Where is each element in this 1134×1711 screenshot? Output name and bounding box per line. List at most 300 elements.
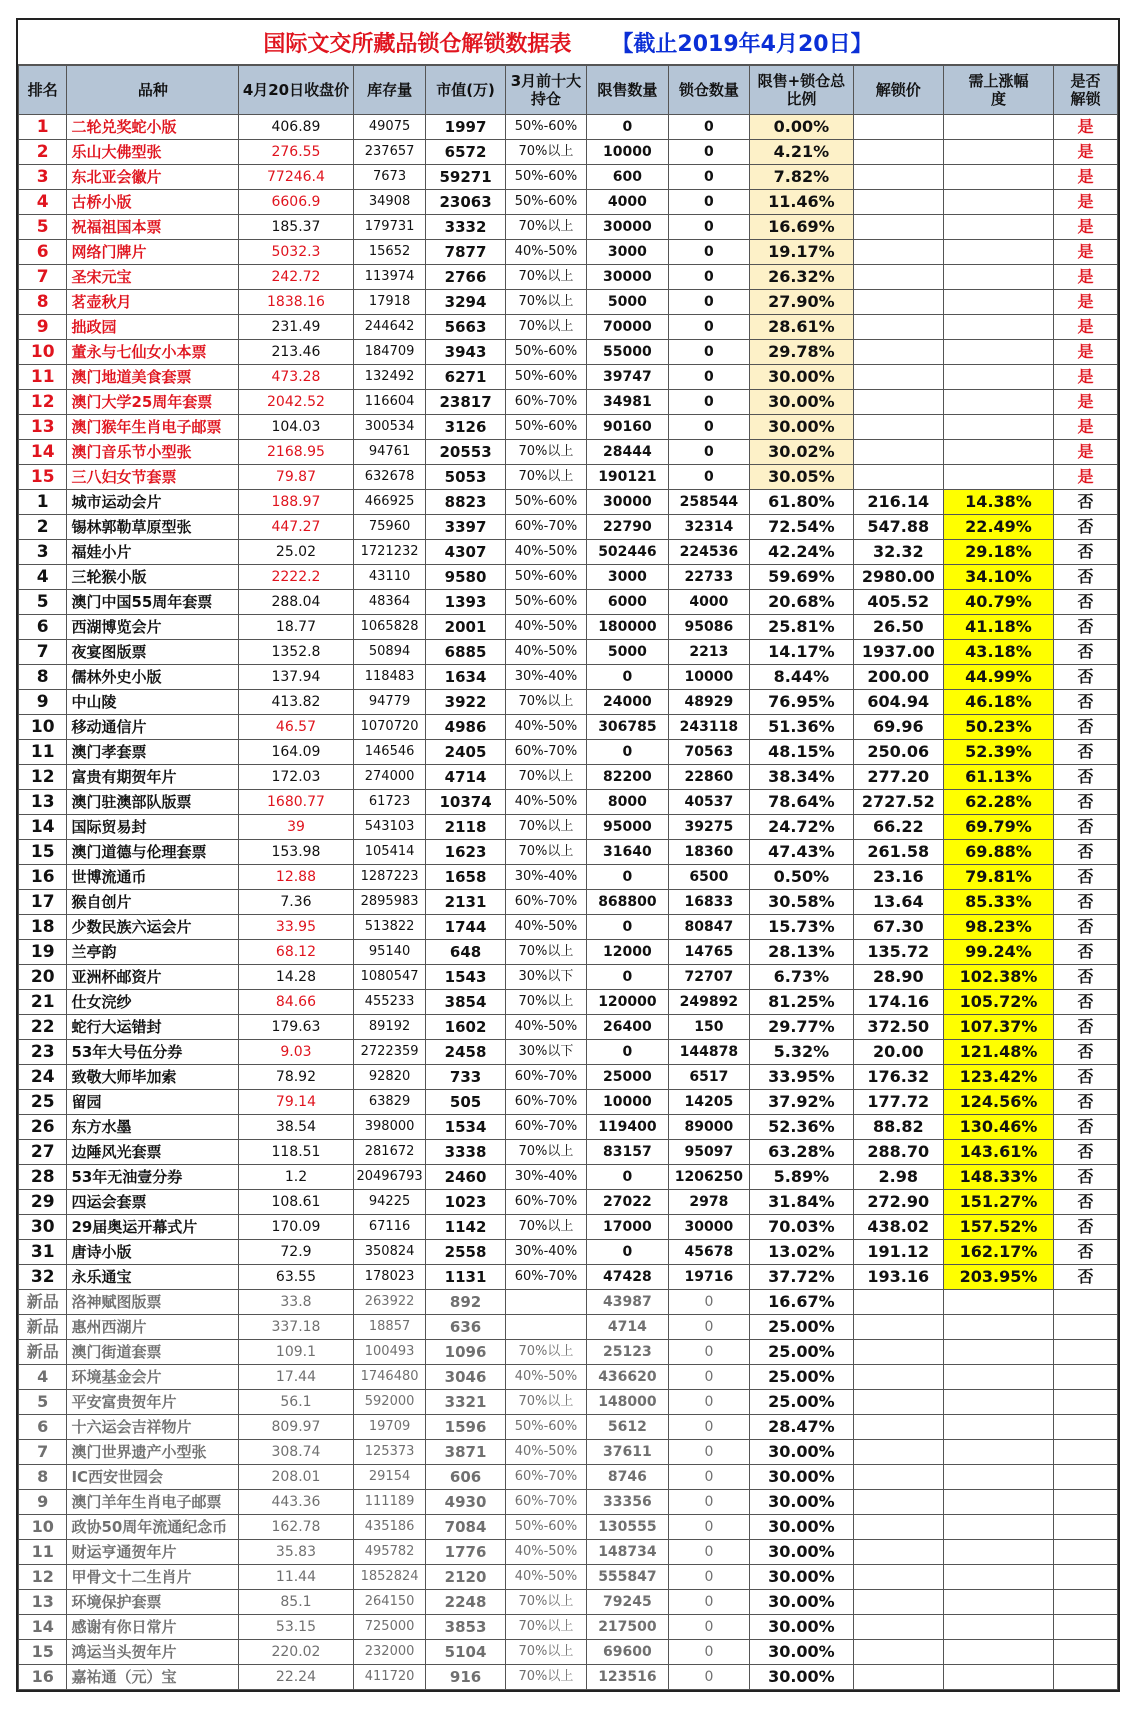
rise-cell: 98.23%: [943, 915, 1053, 940]
rank-cell: 新品: [19, 1290, 67, 1315]
position-cell: 50%-60%: [505, 165, 586, 190]
price-cell: 11.44: [239, 1565, 354, 1590]
lock-qty-cell: 6500: [668, 865, 749, 890]
position-cell: 40%-50%: [505, 615, 586, 640]
stock-cell: 100493: [353, 1340, 426, 1365]
unlocked-cell: [1054, 1465, 1118, 1490]
market-cap-cell: 7877: [426, 240, 505, 265]
rise-cell: 148.33%: [943, 1165, 1053, 1190]
limit-qty-cell: 30000: [587, 265, 668, 290]
rank-cell: 27: [19, 1140, 67, 1165]
price-cell: 38.54: [239, 1115, 354, 1140]
unlock-price-cell: 604.94: [853, 690, 943, 715]
unlocked-cell: 否: [1054, 490, 1118, 515]
name-cell: 澳门街道套票: [67, 1340, 239, 1365]
ratio-cell: 48.15%: [750, 740, 854, 765]
unlocked-cell: 否: [1054, 740, 1118, 765]
rank-cell: 6: [19, 1415, 67, 1440]
position-cell: 60%-70%: [505, 1065, 586, 1090]
unlocked-cell: 否: [1054, 715, 1118, 740]
lock-qty-cell: 0: [668, 1390, 749, 1415]
name-cell: 澳门地道美食套票: [67, 365, 239, 390]
name-cell: 城市运动会片: [67, 490, 239, 515]
limit-qty-cell: 22790: [587, 515, 668, 540]
limit-qty-cell: 4714: [587, 1315, 668, 1340]
unlock-price-cell: [853, 165, 943, 190]
limit-qty-cell: 26400: [587, 1015, 668, 1040]
name-cell: 澳门孝套票: [67, 740, 239, 765]
position-cell: 60%-70%: [505, 1490, 586, 1515]
unlocked-cell: 是: [1054, 215, 1118, 240]
ratio-cell: 76.95%: [750, 690, 854, 715]
rank-cell: 22: [19, 1015, 67, 1040]
position-cell: 60%-70%: [505, 515, 586, 540]
name-cell: 西湖博览会片: [67, 615, 239, 640]
market-cap-cell: 2458: [426, 1040, 505, 1065]
name-cell: 世博流通币: [67, 865, 239, 890]
lock-qty-cell: 32314: [668, 515, 749, 540]
rise-cell: 123.42%: [943, 1065, 1053, 1090]
lock-qty-cell: 0: [668, 165, 749, 190]
lock-qty-cell: 80847: [668, 915, 749, 940]
ratio-cell: 6.73%: [750, 965, 854, 990]
rise-cell: [943, 1365, 1053, 1390]
rise-cell: [943, 1290, 1053, 1315]
unlocked-cell: 是: [1054, 265, 1118, 290]
market-cap-cell: 5663: [426, 315, 505, 340]
limit-qty-cell: 17000: [587, 1215, 668, 1240]
rise-cell: [943, 390, 1053, 415]
rank-cell: 12: [19, 1565, 67, 1590]
position-cell: 60%-70%: [505, 1090, 586, 1115]
ratio-cell: 14.17%: [750, 640, 854, 665]
ratio-cell: 37.72%: [750, 1265, 854, 1290]
price-cell: 447.27: [239, 515, 354, 540]
position-cell: 30%-40%: [505, 665, 586, 690]
rank-cell: 14: [19, 815, 67, 840]
rank-cell: 9: [19, 315, 67, 340]
ratio-cell: 28.47%: [750, 1415, 854, 1440]
lock-qty-cell: 30000: [668, 1215, 749, 1240]
ratio-cell: 61.80%: [750, 490, 854, 515]
unlock-price-cell: [853, 1340, 943, 1365]
price-cell: 14.28: [239, 965, 354, 990]
ratio-cell: 28.13%: [750, 940, 854, 965]
market-cap-cell: 2001: [426, 615, 505, 640]
price-cell: 1352.8: [239, 640, 354, 665]
rank-cell: 15: [19, 1640, 67, 1665]
market-cap-cell: 916: [426, 1665, 505, 1690]
name-cell: 政协50周年流通纪念币: [67, 1515, 239, 1540]
lock-qty-cell: 0: [668, 415, 749, 440]
limit-qty-cell: 0: [587, 965, 668, 990]
market-cap-cell: 2405: [426, 740, 505, 765]
position-cell: 70%以上: [505, 690, 586, 715]
position-cell: 70%以上: [505, 1665, 586, 1690]
market-cap-cell: 59271: [426, 165, 505, 190]
table-row: [19, 1165, 1118, 1190]
name-cell: 环境基金会片: [67, 1365, 239, 1390]
table-row: [19, 965, 1118, 990]
unlock-price-cell: 20.00: [853, 1040, 943, 1065]
position-cell: 60%-70%: [505, 1465, 586, 1490]
position-cell: 30%-40%: [505, 1165, 586, 1190]
unlock-price-cell: 277.20: [853, 765, 943, 790]
rise-cell: [943, 1590, 1053, 1615]
lock-qty-cell: 0: [668, 240, 749, 265]
lock-qty-cell: 144878: [668, 1040, 749, 1065]
limit-qty-cell: 600: [587, 165, 668, 190]
rise-cell: 62.28%: [943, 790, 1053, 815]
price-cell: 25.02: [239, 540, 354, 565]
rise-cell: [943, 190, 1053, 215]
market-cap-cell: 1776: [426, 1540, 505, 1565]
table-row: [19, 140, 1118, 165]
unlocked-cell: 否: [1054, 515, 1118, 540]
unlocked-cell: 是: [1054, 315, 1118, 340]
rise-cell: [943, 140, 1053, 165]
limit-qty-cell: 10000: [587, 140, 668, 165]
lock-qty-cell: 243118: [668, 715, 749, 740]
lock-qty-cell: 89000: [668, 1115, 749, 1140]
price-cell: 35.83: [239, 1540, 354, 1565]
ratio-cell: 5.32%: [750, 1040, 854, 1065]
rise-cell: [943, 340, 1053, 365]
market-cap-cell: 2460: [426, 1165, 505, 1190]
lock-qty-cell: 0: [668, 440, 749, 465]
unlocked-cell: [1054, 1365, 1118, 1390]
lock-qty-cell: 14205: [668, 1090, 749, 1115]
rank-cell: 12: [19, 390, 67, 415]
unlocked-cell: 否: [1054, 915, 1118, 940]
name-cell: 锡林郭勒草原型张: [67, 515, 239, 540]
unlock-data-table: [18, 65, 1118, 1690]
unlock-price-cell: [853, 1490, 943, 1515]
unlock-price-cell: [853, 1465, 943, 1490]
limit-qty-cell: 3000: [587, 240, 668, 265]
limit-qty-cell: 8746: [587, 1465, 668, 1490]
lock-qty-cell: 0: [668, 465, 749, 490]
position-cell: 40%-50%: [505, 1015, 586, 1040]
market-cap-cell: 6885: [426, 640, 505, 665]
stock-cell: 543103: [353, 815, 426, 840]
table-row: [19, 290, 1118, 315]
rise-cell: 61.13%: [943, 765, 1053, 790]
market-cap-cell: 20553: [426, 440, 505, 465]
unlock-price-cell: 272.90: [853, 1190, 943, 1215]
position-cell: 50%-60%: [505, 365, 586, 390]
rank-cell: 24: [19, 1065, 67, 1090]
sheet-title: 国际文交所藏品锁仓解锁数据表: [263, 31, 572, 57]
market-cap-cell: 3046: [426, 1365, 505, 1390]
lock-qty-cell: 4000: [668, 590, 749, 615]
unlock-price-cell: [853, 415, 943, 440]
name-cell: 惠州西湖片: [67, 1315, 239, 1340]
price-cell: 188.97: [239, 490, 354, 515]
position-cell: 50%-60%: [505, 565, 586, 590]
price-cell: 208.01: [239, 1465, 354, 1490]
rise-cell: 102.38%: [943, 965, 1053, 990]
unlock-price-cell: [853, 1415, 943, 1440]
unlocked-cell: 是: [1054, 390, 1118, 415]
stock-cell: 263922: [353, 1290, 426, 1315]
unlock-price-cell: [853, 290, 943, 315]
table-row: [19, 165, 1118, 190]
market-cap-cell: 6271: [426, 365, 505, 390]
price-cell: 18.77: [239, 615, 354, 640]
rise-cell: [943, 1665, 1053, 1690]
market-cap-cell: 3321: [426, 1390, 505, 1415]
table-row: [19, 465, 1118, 490]
table-row: [19, 1565, 1118, 1590]
unlock-price-cell: [853, 1640, 943, 1665]
ratio-cell: 81.25%: [750, 990, 854, 1015]
table-row: [19, 265, 1118, 290]
limit-qty-cell: 8000: [587, 790, 668, 815]
unlocked-cell: 否: [1054, 1115, 1118, 1140]
ratio-cell: 16.69%: [750, 215, 854, 240]
stock-cell: 111189: [353, 1490, 426, 1515]
price-cell: 153.98: [239, 840, 354, 865]
stock-cell: 398000: [353, 1115, 426, 1140]
rise-cell: 40.79%: [943, 590, 1053, 615]
stock-cell: 1070720: [353, 715, 426, 740]
ratio-cell: 30.00%: [750, 1440, 854, 1465]
unlocked-cell: [1054, 1615, 1118, 1640]
market-cap-cell: 2248: [426, 1590, 505, 1615]
rise-cell: [943, 1465, 1053, 1490]
lock-qty-cell: 258544: [668, 490, 749, 515]
market-cap-cell: 1096: [426, 1340, 505, 1365]
name-cell: 少数民族六运会片: [67, 915, 239, 940]
rank-cell: 28: [19, 1165, 67, 1190]
market-cap-cell: 2131: [426, 890, 505, 915]
stock-cell: 1721232: [353, 540, 426, 565]
stock-cell: 17918: [353, 290, 426, 315]
limit-qty-cell: 27022: [587, 1190, 668, 1215]
name-cell: 十六运会吉祥物片: [67, 1415, 239, 1440]
header-stock: 库存量: [353, 66, 426, 115]
limit-qty-cell: 4000: [587, 190, 668, 215]
unlock-price-cell: 372.50: [853, 1015, 943, 1040]
lock-qty-cell: 0: [668, 1565, 749, 1590]
price-cell: 46.57: [239, 715, 354, 740]
ratio-cell: 30.00%: [750, 1565, 854, 1590]
lock-qty-cell: 45678: [668, 1240, 749, 1265]
unlock-price-cell: 69.96: [853, 715, 943, 740]
market-cap-cell: 1393: [426, 590, 505, 615]
table-row: [19, 890, 1118, 915]
limit-qty-cell: 190121: [587, 465, 668, 490]
rise-cell: 52.39%: [943, 740, 1053, 765]
limit-qty-cell: 25123: [587, 1340, 668, 1365]
lock-qty-cell: 0: [668, 1365, 749, 1390]
limit-qty-cell: 0: [587, 1165, 668, 1190]
stock-cell: 50894: [353, 640, 426, 665]
rank-cell: 21: [19, 990, 67, 1015]
rise-cell: [943, 1440, 1053, 1465]
ratio-cell: 19.17%: [750, 240, 854, 265]
market-cap-cell: 5053: [426, 465, 505, 490]
position-cell: 40%-50%: [505, 640, 586, 665]
unlock-price-cell: 547.88: [853, 515, 943, 540]
unlock-price-cell: 1937.00: [853, 640, 943, 665]
price-cell: 33.8: [239, 1290, 354, 1315]
unlock-price-cell: [853, 215, 943, 240]
position-cell: 70%以上: [505, 815, 586, 840]
limit-qty-cell: 30000: [587, 490, 668, 515]
market-cap-cell: 5104: [426, 1640, 505, 1665]
unlock-price-cell: 288.70: [853, 1140, 943, 1165]
position-cell: 60%-70%: [505, 1265, 586, 1290]
limit-qty-cell: 10000: [587, 1090, 668, 1115]
table-row: [19, 1515, 1118, 1540]
unlocked-cell: 否: [1054, 590, 1118, 615]
unlock-price-cell: 174.16: [853, 990, 943, 1015]
rank-cell: 8: [19, 1465, 67, 1490]
limit-qty-cell: 0: [587, 115, 668, 140]
limit-qty-cell: 130555: [587, 1515, 668, 1540]
position-cell: 70%以上: [505, 940, 586, 965]
stock-cell: 300534: [353, 415, 426, 440]
rank-cell: 20: [19, 965, 67, 990]
rise-cell: [943, 1565, 1053, 1590]
lock-qty-cell: 0: [668, 1665, 749, 1690]
position-cell: 70%以上: [505, 1640, 586, 1665]
limit-qty-cell: 555847: [587, 1565, 668, 1590]
rank-cell: 12: [19, 765, 67, 790]
rise-cell: 29.18%: [943, 540, 1053, 565]
table-row: [19, 1115, 1118, 1140]
rise-cell: [943, 265, 1053, 290]
position-cell: 70%以上: [505, 315, 586, 340]
unlock-price-cell: 177.72: [853, 1090, 943, 1115]
lock-qty-cell: 1206250: [668, 1165, 749, 1190]
position-cell: 70%以上: [505, 1590, 586, 1615]
rank-cell: 6: [19, 240, 67, 265]
rise-cell: [943, 465, 1053, 490]
market-cap-cell: 3338: [426, 1140, 505, 1165]
lock-qty-cell: 16833: [668, 890, 749, 915]
rank-cell: 18: [19, 915, 67, 940]
rank-cell: 29: [19, 1190, 67, 1215]
rank-cell: 31: [19, 1240, 67, 1265]
position-cell: 70%以上: [505, 1215, 586, 1240]
table-row: [19, 640, 1118, 665]
stock-cell: 178023: [353, 1265, 426, 1290]
table-row: [19, 415, 1118, 440]
unlocked-cell: 否: [1054, 615, 1118, 640]
table-row: [19, 665, 1118, 690]
position-cell: 70%以上: [505, 290, 586, 315]
stock-cell: 116604: [353, 390, 426, 415]
lock-qty-cell: 2978: [668, 1190, 749, 1215]
stock-cell: 34908: [353, 190, 426, 215]
unlock-price-cell: 193.16: [853, 1265, 943, 1290]
market-cap-cell: 4307: [426, 540, 505, 565]
table-row: [19, 240, 1118, 265]
name-cell: 拙政园: [67, 315, 239, 340]
unlocked-cell: [1054, 1665, 1118, 1690]
stock-cell: 29154: [353, 1465, 426, 1490]
rank-cell: 新品: [19, 1340, 67, 1365]
position-cell: 50%-60%: [505, 490, 586, 515]
price-cell: 6606.9: [239, 190, 354, 215]
position-cell: 70%以上: [505, 465, 586, 490]
table-row: [19, 690, 1118, 715]
price-cell: 118.51: [239, 1140, 354, 1165]
position-cell: 70%以上: [505, 765, 586, 790]
ratio-cell: 38.34%: [750, 765, 854, 790]
position-cell: 40%-50%: [505, 790, 586, 815]
rank-cell: 5: [19, 215, 67, 240]
position-cell: 60%-70%: [505, 1190, 586, 1215]
header-required-rise: 需上涨幅度: [943, 66, 1053, 115]
stock-cell: 1287223: [353, 865, 426, 890]
price-cell: 164.09: [239, 740, 354, 765]
rise-cell: [943, 165, 1053, 190]
rise-cell: 105.72%: [943, 990, 1053, 1015]
limit-qty-cell: 33356: [587, 1490, 668, 1515]
market-cap-cell: 3853: [426, 1615, 505, 1640]
ratio-cell: 30.00%: [750, 1490, 854, 1515]
lock-qty-cell: 249892: [668, 990, 749, 1015]
rank-cell: 1: [19, 490, 67, 515]
table-row: [19, 390, 1118, 415]
stock-cell: 274000: [353, 765, 426, 790]
unlocked-cell: 否: [1054, 1015, 1118, 1040]
rank-cell: 25: [19, 1090, 67, 1115]
market-cap-cell: 4930: [426, 1490, 505, 1515]
ratio-cell: 8.44%: [750, 665, 854, 690]
price-cell: 162.78: [239, 1515, 354, 1540]
unlock-price-cell: 28.90: [853, 965, 943, 990]
table-row: [19, 515, 1118, 540]
rise-cell: 43.18%: [943, 640, 1053, 665]
rise-cell: 41.18%: [943, 615, 1053, 640]
price-cell: 231.49: [239, 315, 354, 340]
position-cell: 70%以上: [505, 440, 586, 465]
name-cell: 富贵有期贺年片: [67, 765, 239, 790]
table-row: [19, 865, 1118, 890]
ratio-cell: 25.00%: [750, 1365, 854, 1390]
limit-qty-cell: 12000: [587, 940, 668, 965]
unlock-price-cell: [853, 315, 943, 340]
stock-cell: 113974: [353, 265, 426, 290]
rise-cell: 203.95%: [943, 1265, 1053, 1290]
unlock-price-cell: [853, 240, 943, 265]
lock-qty-cell: 0: [668, 1440, 749, 1465]
limit-qty-cell: 28444: [587, 440, 668, 465]
name-cell: 国际贸易封: [67, 815, 239, 840]
lock-qty-cell: 0: [668, 1465, 749, 1490]
price-cell: 77246.4: [239, 165, 354, 190]
price-cell: 104.03: [239, 415, 354, 440]
limit-qty-cell: 5612: [587, 1415, 668, 1440]
table-row: [19, 340, 1118, 365]
unlock-price-cell: 135.72: [853, 940, 943, 965]
limit-qty-cell: 148734: [587, 1540, 668, 1565]
name-cell: 四运会套票: [67, 1190, 239, 1215]
name-cell: 29届奥运开幕式片: [67, 1215, 239, 1240]
price-cell: 33.95: [239, 915, 354, 940]
lock-qty-cell: 10000: [668, 665, 749, 690]
rank-cell: 16: [19, 1665, 67, 1690]
name-cell: 茗壶秋月: [67, 290, 239, 315]
unlock-price-cell: 2980.00: [853, 565, 943, 590]
ratio-cell: 27.90%: [750, 290, 854, 315]
table-row: [19, 440, 1118, 465]
